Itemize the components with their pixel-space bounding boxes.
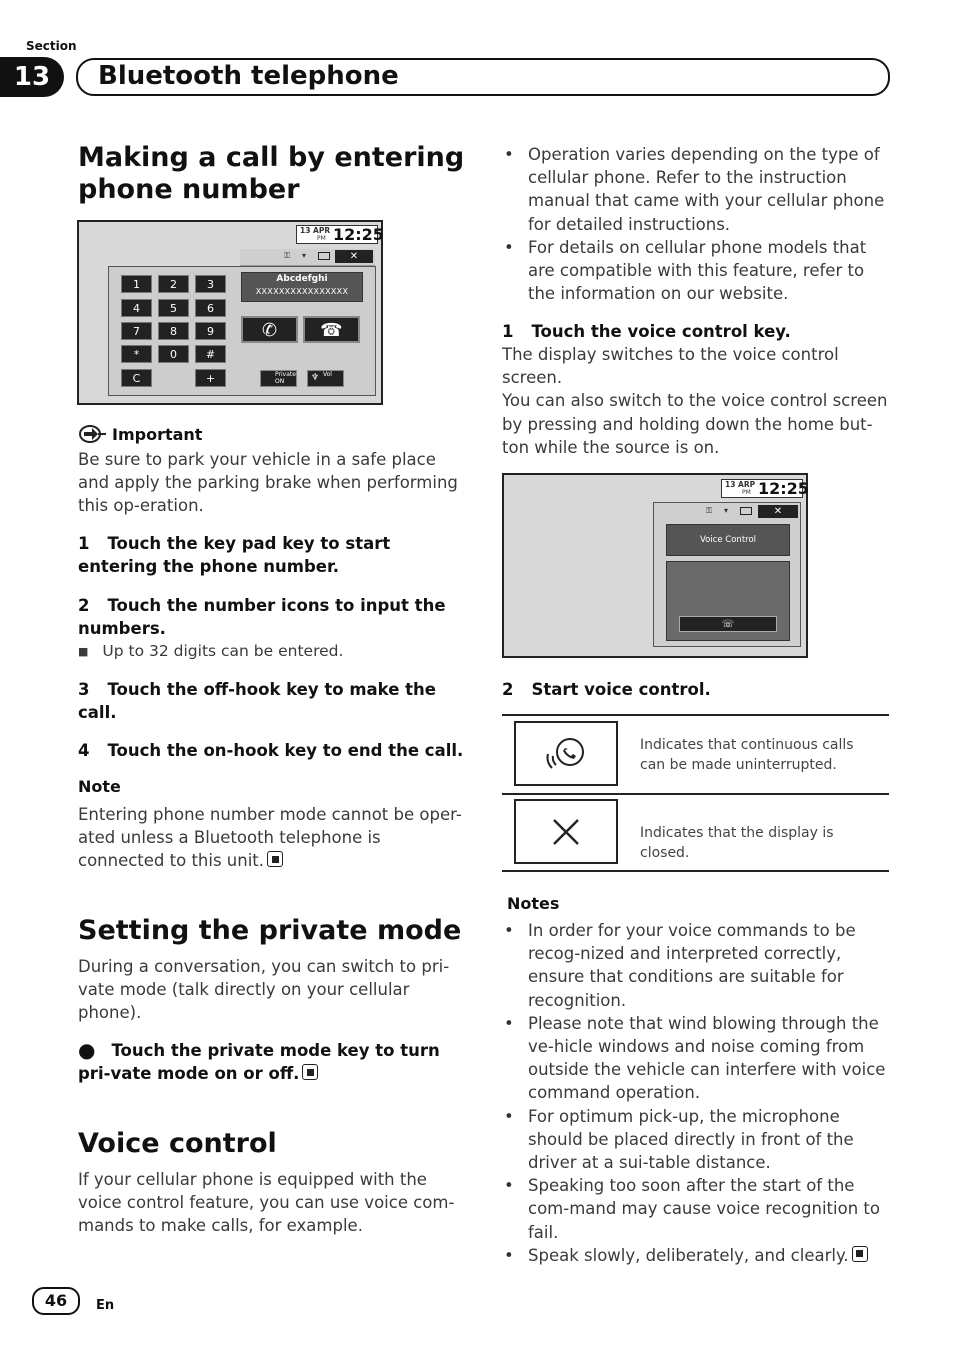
voice-panel <box>653 502 801 647</box>
page-number: 46 <box>32 1287 80 1315</box>
close-button[interactable]: ✕ <box>758 505 798 518</box>
key-8[interactable]: 8 <box>158 322 189 340</box>
private-label: Private <box>275 371 296 378</box>
table-rule-bottom <box>502 870 889 872</box>
end-mark-icon <box>267 851 283 867</box>
private-mode-button[interactable] <box>260 370 297 387</box>
top-bullets <box>502 143 892 305</box>
voice-call-glyph <box>544 734 588 774</box>
table-rule-middle <box>502 793 889 795</box>
close-description: Indicates that the display is closed. <box>640 825 834 861</box>
contact-number: XXXXXXXXXXXXXXXX <box>255 287 349 296</box>
voice-start-button[interactable] <box>679 616 777 632</box>
key-star[interactable]: * <box>121 345 152 363</box>
vol-label: Vol <box>323 371 332 378</box>
voice-control-title: Voice Control <box>666 524 790 556</box>
note-item: • Please note that wind blowing through the ve-hicle windows and noise coming from outside the vehicle can interfere with voice command operation. <box>502 1012 892 1105</box>
clock-ampm: PM <box>317 235 326 242</box>
end-mark-icon <box>852 1246 868 1262</box>
close-glyph <box>551 817 581 847</box>
note-text: Entering phone number mode cannot be oper-ated unless a Bluetooth telephone is connected to this unit. <box>78 805 462 871</box>
note-item: • Speaking too soon after the start of the com-mand may cause voice recognition to fail. <box>502 1174 892 1244</box>
section-title: Bluetooth telephone <box>98 61 399 91</box>
private-state: ON <box>275 378 285 385</box>
note-item: • In order for your voice commands to be recog-nized and interpreted correctly, ensure that conditions are suitable for recognition. <box>502 919 892 1012</box>
key-6[interactable]: 6 <box>195 299 226 317</box>
key-4[interactable]: 4 <box>121 299 152 317</box>
table-rule-top <box>502 714 889 716</box>
key-hash[interactable]: # <box>195 345 226 363</box>
key-1[interactable]: 1 <box>121 275 152 293</box>
clock-date: 13 ARP <box>725 480 756 489</box>
key-9[interactable]: 9 <box>195 322 226 340</box>
making-call-step-1: 1 Touch the key pad key to start entering the phone number. <box>78 534 391 577</box>
keypad-screen <box>77 220 383 405</box>
notes-list <box>502 919 892 1267</box>
voice-step-2: 2 Start voice control. <box>502 680 711 699</box>
language-label: En <box>96 1298 115 1313</box>
bluetooth-status-icon: ⚿ <box>706 506 713 515</box>
close-icon <box>514 799 618 864</box>
step-2-bullet: ■ Up to 32 digits can be entered. <box>78 642 344 660</box>
heading-private-mode: Setting the private mode <box>78 915 462 946</box>
key-3[interactable]: 3 <box>195 275 226 293</box>
bullet-item: • For details on cellular phone models that are compatible with this feature, refer to the information on our website. <box>502 236 892 306</box>
microphone-icon: ♆ <box>311 373 320 383</box>
key-5[interactable]: 5 <box>158 299 189 317</box>
making-call-step-2: 2 Touch the number icons to input the numbers. <box>78 596 446 639</box>
clock <box>296 225 384 244</box>
end-mark-icon <box>302 1064 318 1080</box>
signal-icon: ▾ <box>302 251 307 260</box>
making-call-step-3: 3 Touch the off-hook key to make the call. <box>78 680 436 723</box>
important-text: Be sure to park your vehicle in a safe place and apply the parking brake when performing this op-eration. <box>78 450 458 516</box>
heading-making-call: Making a call by entering phone number <box>78 142 465 205</box>
close-button[interactable]: ✕ <box>335 250 373 263</box>
important-label: Important <box>112 425 203 444</box>
voice-call-icon: ☏ <box>721 619 735 630</box>
off-hook-icon: ✆ <box>261 320 278 341</box>
clock-date: 13 APR <box>300 226 331 235</box>
voice-control-screen <box>502 473 808 658</box>
off-hook-button[interactable] <box>241 316 298 343</box>
private-mode-step: ● Touch the private mode key to turn pri-vate mode on or off. <box>78 1038 440 1084</box>
private-mode-text: During a conversation, you can switch to pri-vate mode (talk directly on your cellular phone). <box>78 957 450 1023</box>
clock-time: 12:25 <box>333 225 384 244</box>
note-item: • Speak slowly, deliberately, and clearly. <box>502 1244 892 1267</box>
on-hook-button[interactable] <box>303 316 360 343</box>
battery-icon <box>318 252 330 260</box>
key-0[interactable]: 0 <box>158 345 189 363</box>
important-heading <box>78 424 202 444</box>
bullet-item: • Operation varies depending on the type of cellular phone. Refer to the instruction manual that came with your cellular phone for detailed instructions. <box>502 143 892 236</box>
volume-button[interactable] <box>307 370 344 387</box>
bluetooth-status-icon: ⚿ <box>284 251 291 260</box>
key-2[interactable]: 2 <box>158 275 189 293</box>
status-bar <box>240 249 375 266</box>
making-call-step-4: 4 Touch the on-hook key to end the call. <box>78 741 464 760</box>
contact-name: Abcdefghi <box>276 274 328 284</box>
key-plus[interactable]: + <box>195 369 226 387</box>
voice-call-description: Indicates that continuous calls can be made uninterrupted. <box>640 737 854 773</box>
contact-display <box>241 272 363 302</box>
note-item: • For optimum pick-up, the microphone should be placed directly in front of the driver at a sui-table distance. <box>502 1105 892 1175</box>
key-7[interactable]: 7 <box>121 322 152 340</box>
important-icon <box>78 424 106 444</box>
section-number: 13 <box>0 57 64 97</box>
voice-step-1-text: The display switches to the voice control screen. You can also switch to the voice control screen by pressing and holding down the home but-ton while the source is on. <box>502 345 888 457</box>
note-label: Note <box>78 777 121 796</box>
battery-icon <box>740 507 752 515</box>
on-hook-icon: ☎ <box>320 320 343 341</box>
clock-ampm: PM <box>742 489 751 496</box>
voice-control-text: If your cellular phone is equipped with the voice control feature, you can use voice com-mands to make calls, for example. <box>78 1170 455 1236</box>
clock-time: 12:25 <box>758 479 809 498</box>
signal-icon: ▾ <box>724 506 729 515</box>
section-label: Section <box>26 39 77 53</box>
clock <box>721 479 809 498</box>
heading-voice-control: Voice control <box>78 1128 277 1159</box>
voice-step-1: 1 Touch the voice control key. <box>502 322 791 341</box>
notes-label: Notes <box>507 894 560 913</box>
voice-call-icon <box>514 721 618 786</box>
key-clear[interactable]: C <box>121 369 152 387</box>
